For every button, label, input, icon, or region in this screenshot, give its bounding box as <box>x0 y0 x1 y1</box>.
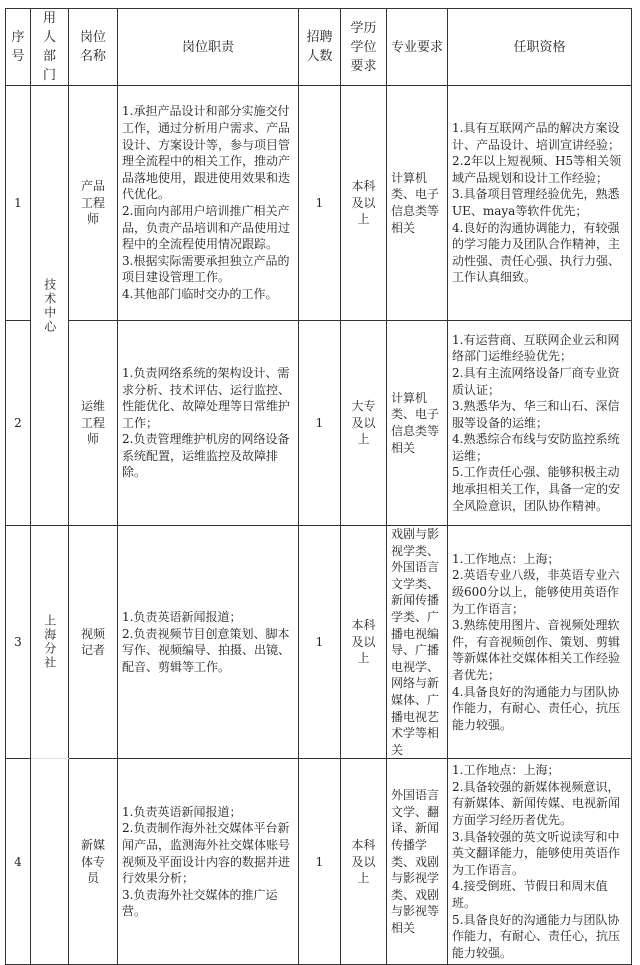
list-item: 4.接受倒班、节假日和周末值班。 <box>452 879 608 910</box>
row-quals <box>448 321 632 526</box>
list-item: 5.工作责任心强、能够积极主动地承担相关工作，具备一定的安全风险意识，团队协作精神。 <box>452 465 621 513</box>
list-item: 2.负责制作海外社交媒体平台新闻产品，监测海外社交媒体账号视频及平面设计内容的数据并进行效果分析； <box>122 821 291 886</box>
row-dept <box>31 526 69 759</box>
list-item: 3.熟练使用图片、音视频处理软件，有音视频创作、策划、剪辑等新媒体社交媒体相关工作经验者优先； <box>452 618 621 683</box>
row-dept <box>31 759 69 965</box>
row-degree: 本科及以上 <box>341 526 387 759</box>
list-item: 2.2年以上短视频、H5等相关领域产品规划和设计工作经验； <box>452 154 622 185</box>
row-duties <box>118 86 299 321</box>
list-item: 1.工作地点：上海； <box>452 763 560 778</box>
row-no: 4 <box>6 759 31 965</box>
row-count: 1 <box>299 526 341 759</box>
list-item: 3.根据实际需要承担独立产品的项目建设管理工作。 <box>122 253 290 285</box>
row-dept <box>31 86 69 526</box>
row-major: 戏剧与影视学类、外国语言文学类、新闻传播学类、广播电视编导、广播电视学、网络与新媒体、广播电视艺术学等相关 <box>387 526 448 759</box>
table-row <box>6 321 632 526</box>
list-item: 3.负责海外社交媒体的推广运营。 <box>122 887 278 919</box>
row-count: 1 <box>299 759 341 965</box>
list-item: 5.具备良好的沟通能力与团队协作能力，有耐心、责任心，抗压能力较强。 <box>452 912 621 960</box>
row-degree: 本科及以上 <box>341 759 387 965</box>
header-quals: 任职资格 <box>448 9 632 86</box>
header-no: 序号 <box>6 9 31 86</box>
table-row <box>6 759 632 965</box>
list-item: 3.熟悉华为、华三和山石、深信服等设备的运维； <box>452 399 620 430</box>
list-item: 1.承担产品设计和部分实施交付工作，通过分析用户需求、产品设计、方案设计等，参与项目管理全流程中的相关工作，推动产品落地使用，跟进使用效果和迭代优化。 <box>122 104 291 202</box>
dept-label: 技术中心 <box>42 277 57 334</box>
list-item: 1.有运营商、互联网企业云和网络部门运维经验优先； <box>452 332 620 364</box>
row-degree: 本科及以上 <box>341 86 387 321</box>
dept-label: 上海分社 <box>42 614 57 671</box>
list-item: 4.具备良好的沟通能力与团队协作能力，有耐心、责任心，抗压能力较强。 <box>452 684 621 732</box>
row-title: 新媒体专员 <box>69 759 118 965</box>
header-row <box>6 9 632 86</box>
row-degree: 大专及以上 <box>341 321 387 526</box>
list-item: 4.其他部门临时交办的工作。 <box>122 286 278 301</box>
row-duties <box>118 526 299 759</box>
row-title: 产品工程师 <box>69 86 118 321</box>
header-dept: 用人部门 <box>31 9 69 86</box>
list-item: 4.良好的沟通协调能力，有较强的学习能力及团队合作精神，主动性强、责任心强、执行力强、工作认真细致。 <box>452 220 621 285</box>
row-duties <box>118 759 299 965</box>
list-item: 2.负责视频节目创意策划、脚本写作、视频编导、拍摄、出镜、配音、剪辑等工作。 <box>122 626 291 674</box>
row-major: 计算机类、电子信息类等相关 <box>387 86 448 321</box>
row-major: 计算机类、电子信息类等相关 <box>387 321 448 526</box>
row-title: 运维工程师 <box>69 321 118 526</box>
header-degree: 学历学位要求 <box>341 9 387 86</box>
list-item: 1.负责英语新闻报道； <box>122 804 242 819</box>
row-no: 1 <box>6 86 31 321</box>
list-item: 3.具备项目管理经验优先，熟悉UE、maya等软件优先； <box>452 187 620 218</box>
row-duties <box>118 321 299 526</box>
row-quals <box>448 526 632 759</box>
list-item: 1.负责网络系统的架构设计、需求分析、技术评估、运行监控、性能优化、故障处理等日常维护工作； <box>122 365 291 430</box>
row-major: 外国语言文学、翻译、新闻传播学类、戏剧与影视学类、戏剧与影视等相关 <box>387 759 448 965</box>
row-no: 3 <box>6 526 31 759</box>
list-item: 1.负责英语新闻报道； <box>122 609 242 624</box>
list-item: 1.具有互联网产品的解决方案设计、产品设计、培训宣讲经验； <box>452 121 621 152</box>
row-quals <box>448 759 632 965</box>
list-item: 2.负责管理维护机房的网络设备系统配置，运维监控及故障排除。 <box>122 432 290 480</box>
list-item: 4.熟悉综合布线与安防监控系统运维； <box>452 432 620 463</box>
list-item: 2.英语专业八级，非英语专业六级600分以上，能够使用英语作为工作语言； <box>452 568 620 616</box>
row-quals <box>448 86 632 321</box>
list-item: 1.工作地点：上海； <box>452 551 560 566</box>
list-item: 2.具有主流网络设备厂商专业资质认证； <box>452 365 620 397</box>
table-row <box>6 86 632 321</box>
row-no: 2 <box>6 321 31 526</box>
recruitment-table <box>5 8 632 965</box>
header-count: 招聘人数 <box>299 9 341 86</box>
list-item: 2.具备较强的新媒体视频意识，有新媒体、新闻传媒、电视新闻方面学习经历者优先。 <box>452 779 621 828</box>
header-major: 专业要求 <box>387 9 448 86</box>
list-item: 3.具备较强的英文听说读写和中英文翻译能力，能够使用英语作为工作语言。 <box>452 829 621 877</box>
table-row <box>6 526 632 759</box>
list-item: 2.面向内部用户培训推广相关产品，负责产品培训和产品使用过程中的全流程使用情况跟踪。 <box>122 204 291 252</box>
header-title: 岗位名称 <box>69 9 118 86</box>
row-title: 视频记者 <box>69 526 118 759</box>
header-duties: 岗位职责 <box>118 9 299 86</box>
row-count: 1 <box>299 86 341 321</box>
row-count: 1 <box>299 321 341 526</box>
